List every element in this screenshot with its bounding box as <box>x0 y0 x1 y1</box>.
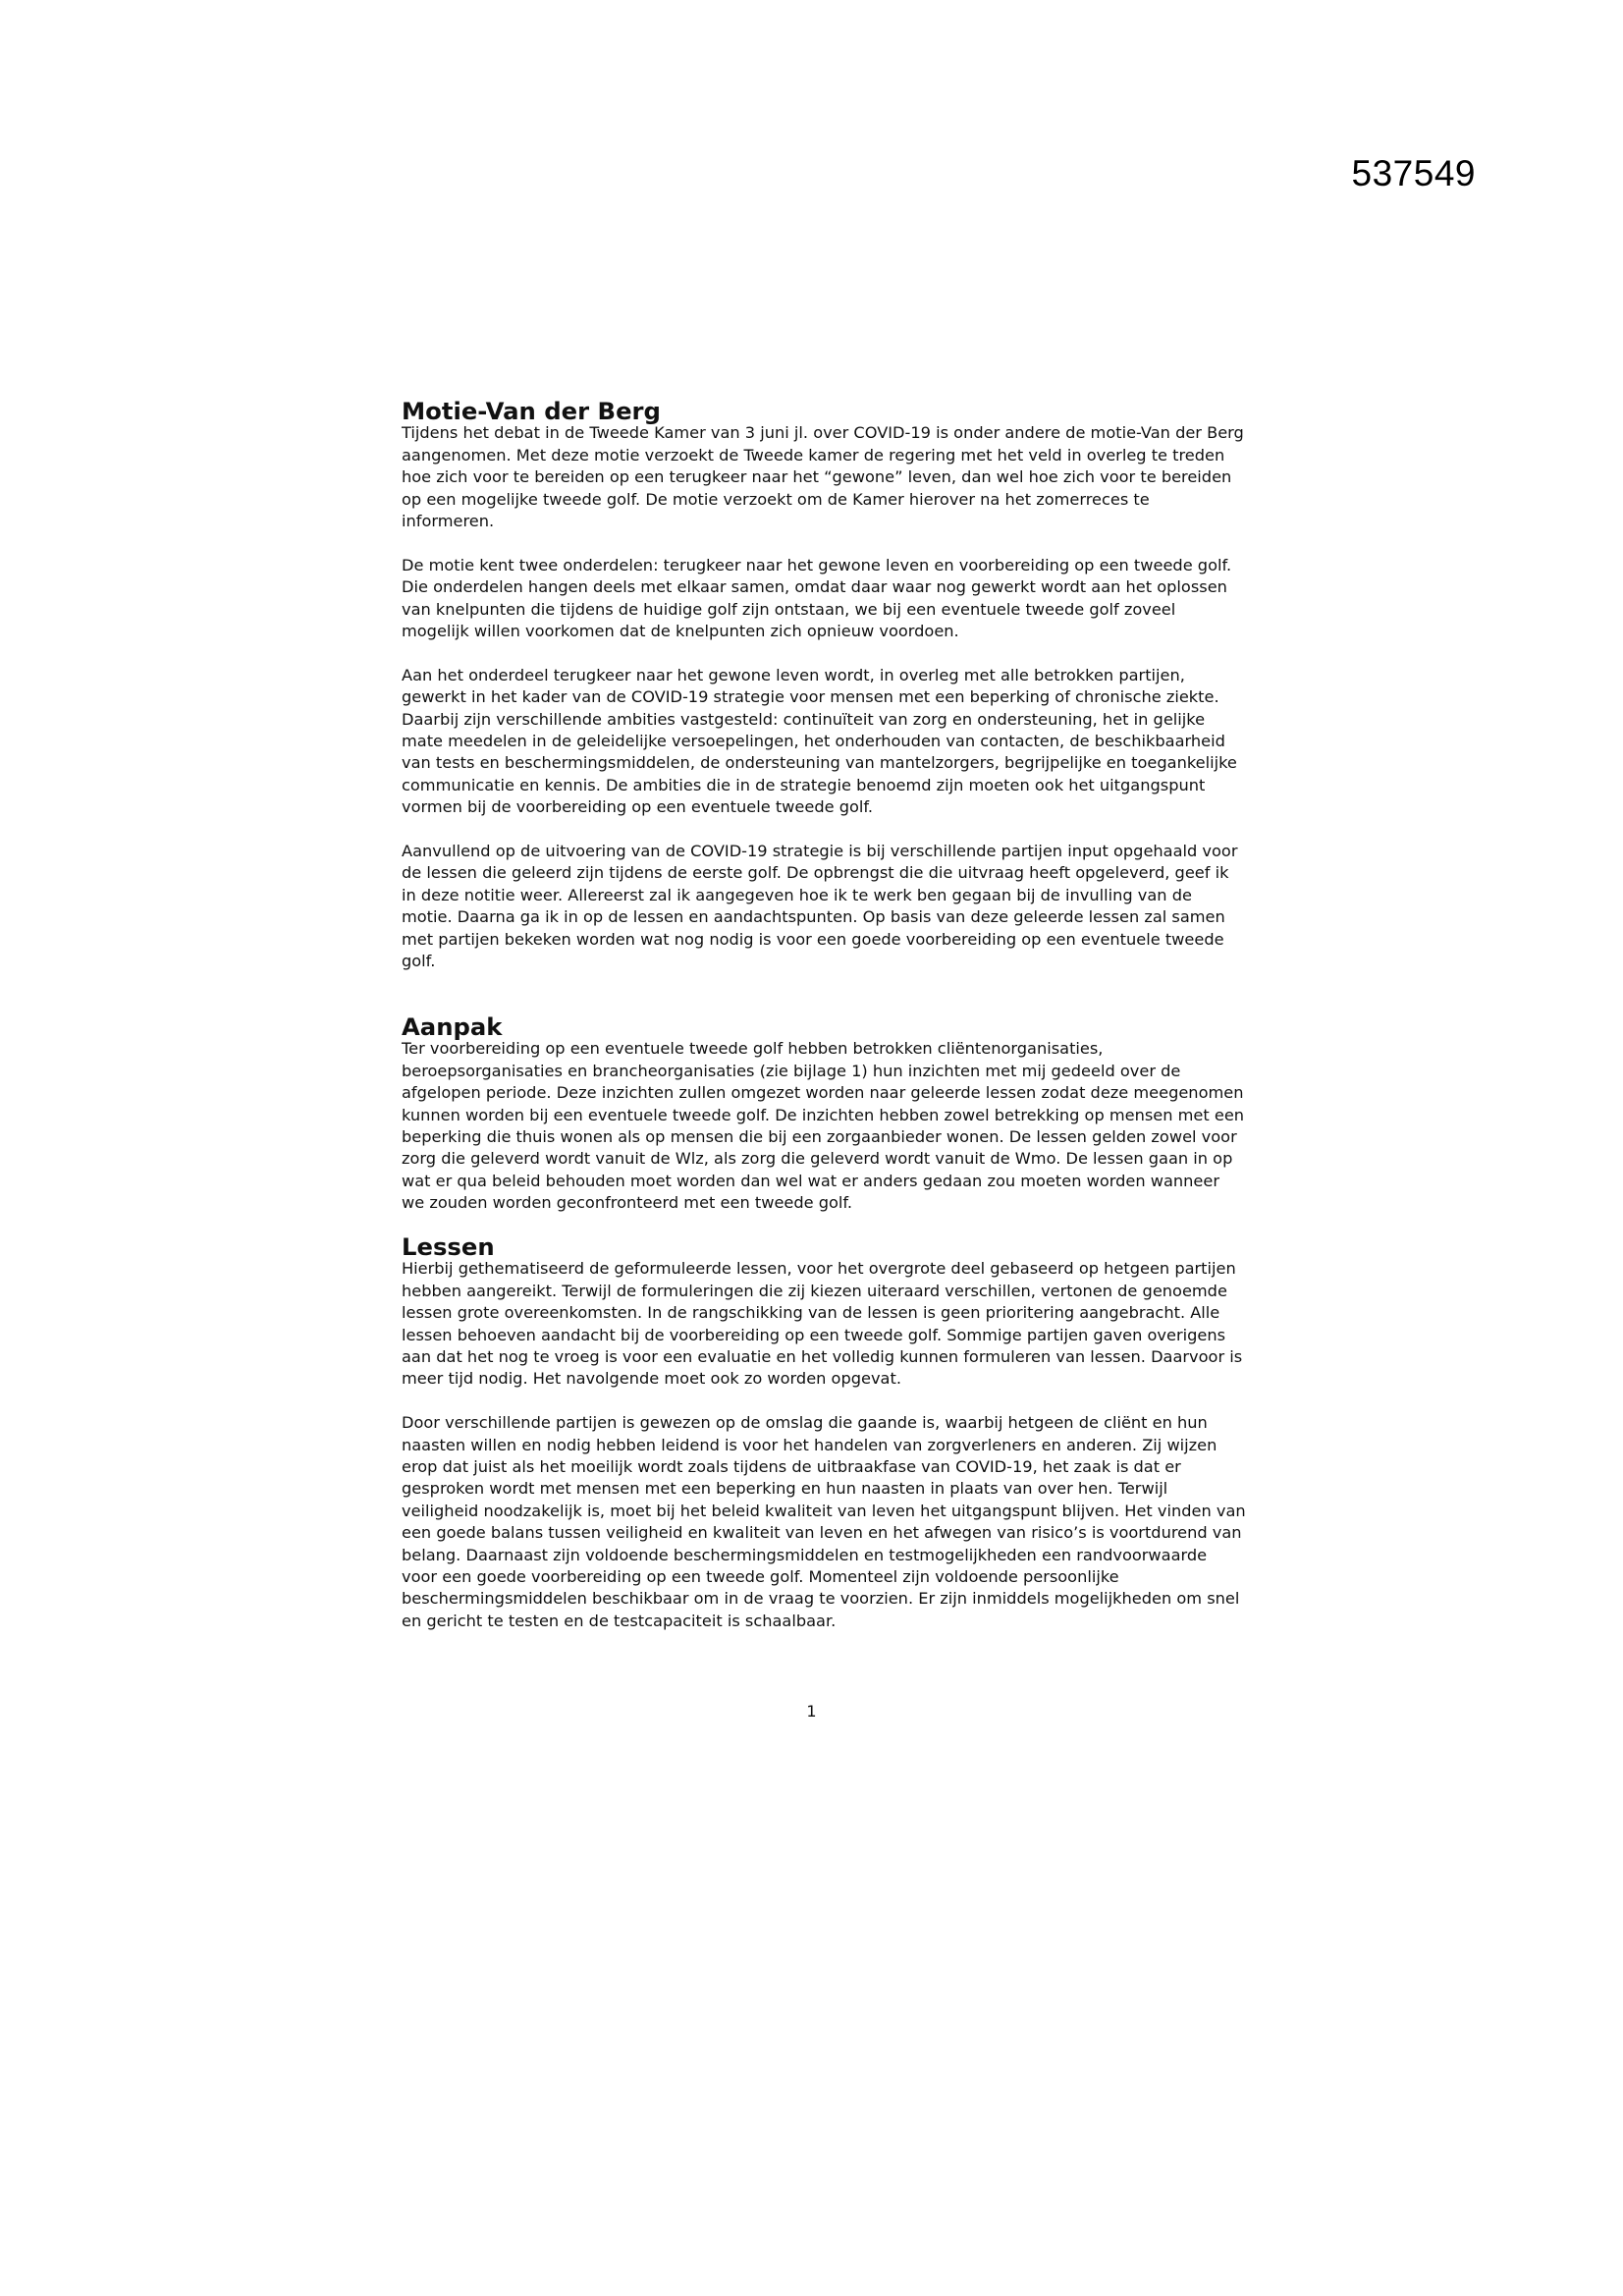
section-title-lessen: Lessen <box>402 1231 495 1261</box>
document-body <box>402 397 1246 1655</box>
paragraph: De motie kent twee onderdelen: terugkeer naar het gewone leven en voorbereiding op een tweede golf. Die onderdelen hangen deels met elkaar samen, omdat daar waar nog gewerkt wordt aan het oplossen van knelpunten die tijdens de huidige golf zijn ontstaan, we bij een eventuele tweede golf zoveel mogelijk willen voorkomen dat de knelpunten zich opnieuw voordoen. <box>402 555 1232 641</box>
page-number: 1 <box>806 1702 817 1721</box>
document-number: 537549 <box>1351 153 1476 193</box>
paragraph: Aanvullend op de uitvoering van de COVID-19 strategie is bij verschillende partijen input opgehaald voor de lessen die geleerd zijn tijdens de eerste golf. De opbrengst die die uitvraag heeft opgeleverd, geef ik in deze notitie weer. Allereerst zal ik aangegeven hoe ik te werk ben gegaan bij de invulling van de motie. Daarna ga ik in op de lessen en aandachtspunten. Op basis van deze geleerde lessen zal samen met partijen bekeken worden wat nog nodig is voor een goede voorbereiding op een eventuele tweede golf. <box>402 842 1238 971</box>
paragraph: Door verschillende partijen is gewezen op de omslag die gaande is, waarbij hetgeen de cliënt en hun naasten willen en nodig hebben leidend is voor het handelen van zorgverleners en anderen. Zij wijzen erop dat juist als het moeilijk wordt zoals tijdens de uitbraakfase van COVID-19, het zaak is dat er gesproken wordt met mensen met een beperking en hun naasten in plaats van over hen. Terwijl veiligheid noodzakelijk is, moet bij het beleid kwaliteit van leven het uitgangspunt blijven. Het vinden van een goede balans tussen veiligheid en kwaliteit van leven en het afwegen van risico’s is voortdurend van belang. Daarnaast zijn voldoende beschermingsmiddelen en testmogelijkheden een randvoorwaarde voor een goede voorbereiding op een tweede golf. Momenteel zijn voldoende persoonlijke beschermingsmiddelen beschikbaar om in de vraag te voorzien. Er zijn inmiddels mogelijkheden om snel en gericht te testen en de testcapaciteit is schaalbaar. <box>402 1413 1246 1630</box>
paragraph: Tijdens het debat in de Tweede Kamer van 3 juni jl. over COVID-19 is onder andere de motie-Van der Berg aangenomen. Met deze motie verzoekt de Tweede kamer de regering met het veld in overleg te treden hoe zich voor te bereiden op een terugkeer naar het “gewone” leven, dan wel hoe zich voor te bereiden op een mogelijke tweede golf. De motie verzoekt om de Kamer hierover na het zomerreces te informeren. <box>402 423 1244 531</box>
section-title-aanpak: Aanpak <box>402 1011 503 1041</box>
spacer <box>402 995 1246 1016</box>
paragraph: Ter voorbereiding op een eventuele tweede golf hebben betrokken cliëntenorganisaties, beroepsorganisaties en brancheorganisaties (zie bijlage 1) hun inzichten met mij gedeeld over de afgelopen periode. Deze inzichten zullen omgezet worden naar geleerde lessen zodat deze meegenomen kunnen worden bij een eventuele tweede golf. De inzichten hebben zowel betrekking op mensen met een beperking die thuis wonen als op mensen die bij een zorgaanbieder wonen. De lessen gelden zowel voor zorg die geleverd wordt vanuit de Wlz, als zorg die geleverd wordt vanuit de Wmo. De lessen gaan in op wat er qua beleid behouden moet worden dan wel wat er anders gedaan zou moeten worden wanneer we zouden worden geconfronteerd met een tweede golf. <box>402 1039 1245 1213</box>
paragraph: Hierbij gethematiseerd de geformuleerde lessen, voor het overgrote deel gebaseerd op hetgeen partijen hebben aangereikt. Terwijl de formuleringen die zij kiezen uiteraard verschillen, vertonen de genoemde lessen grote overeenkomsten. In de rangschikking van de lessen is geen prioritering aangebracht. Alle lessen behoeven aandacht bij de voorbereiding op een tweede golf. Sommige partijen gaven overigens aan dat het nog te vroeg is voor een evaluatie en het volledig kunnen formuleren van lessen. Daarvoor is meer tijd nodig. Het navolgende moet ook zo worden opgevat. <box>402 1259 1243 1389</box>
paragraph: Aan het onderdeel terugkeer naar het gewone leven wordt, in overleg met alle betrokken partijen, gewerkt in het kader van de COVID-19 strategie voor mensen met een beperking of chronische ziekte. Daarbij zijn verschillende ambities vastgesteld: continuïteit van zorg en ondersteuning, het in gelijke mate meedelen in de geleidelijke versoepelingen, het onderhouden van contacten, de beschikbaarheid van tests en beschermingsmiddelen, de ondersteuning van mantelzorgers, begrijpelijke en toegankelijke communicatie en kennis. De ambities die in de strategie benoemd zijn moeten ook het uitgangspunt vormen bij de voorbereiding op een eventuele tweede golf. <box>402 665 1237 817</box>
section-title-motie: Motie-Van der Berg <box>402 397 661 425</box>
